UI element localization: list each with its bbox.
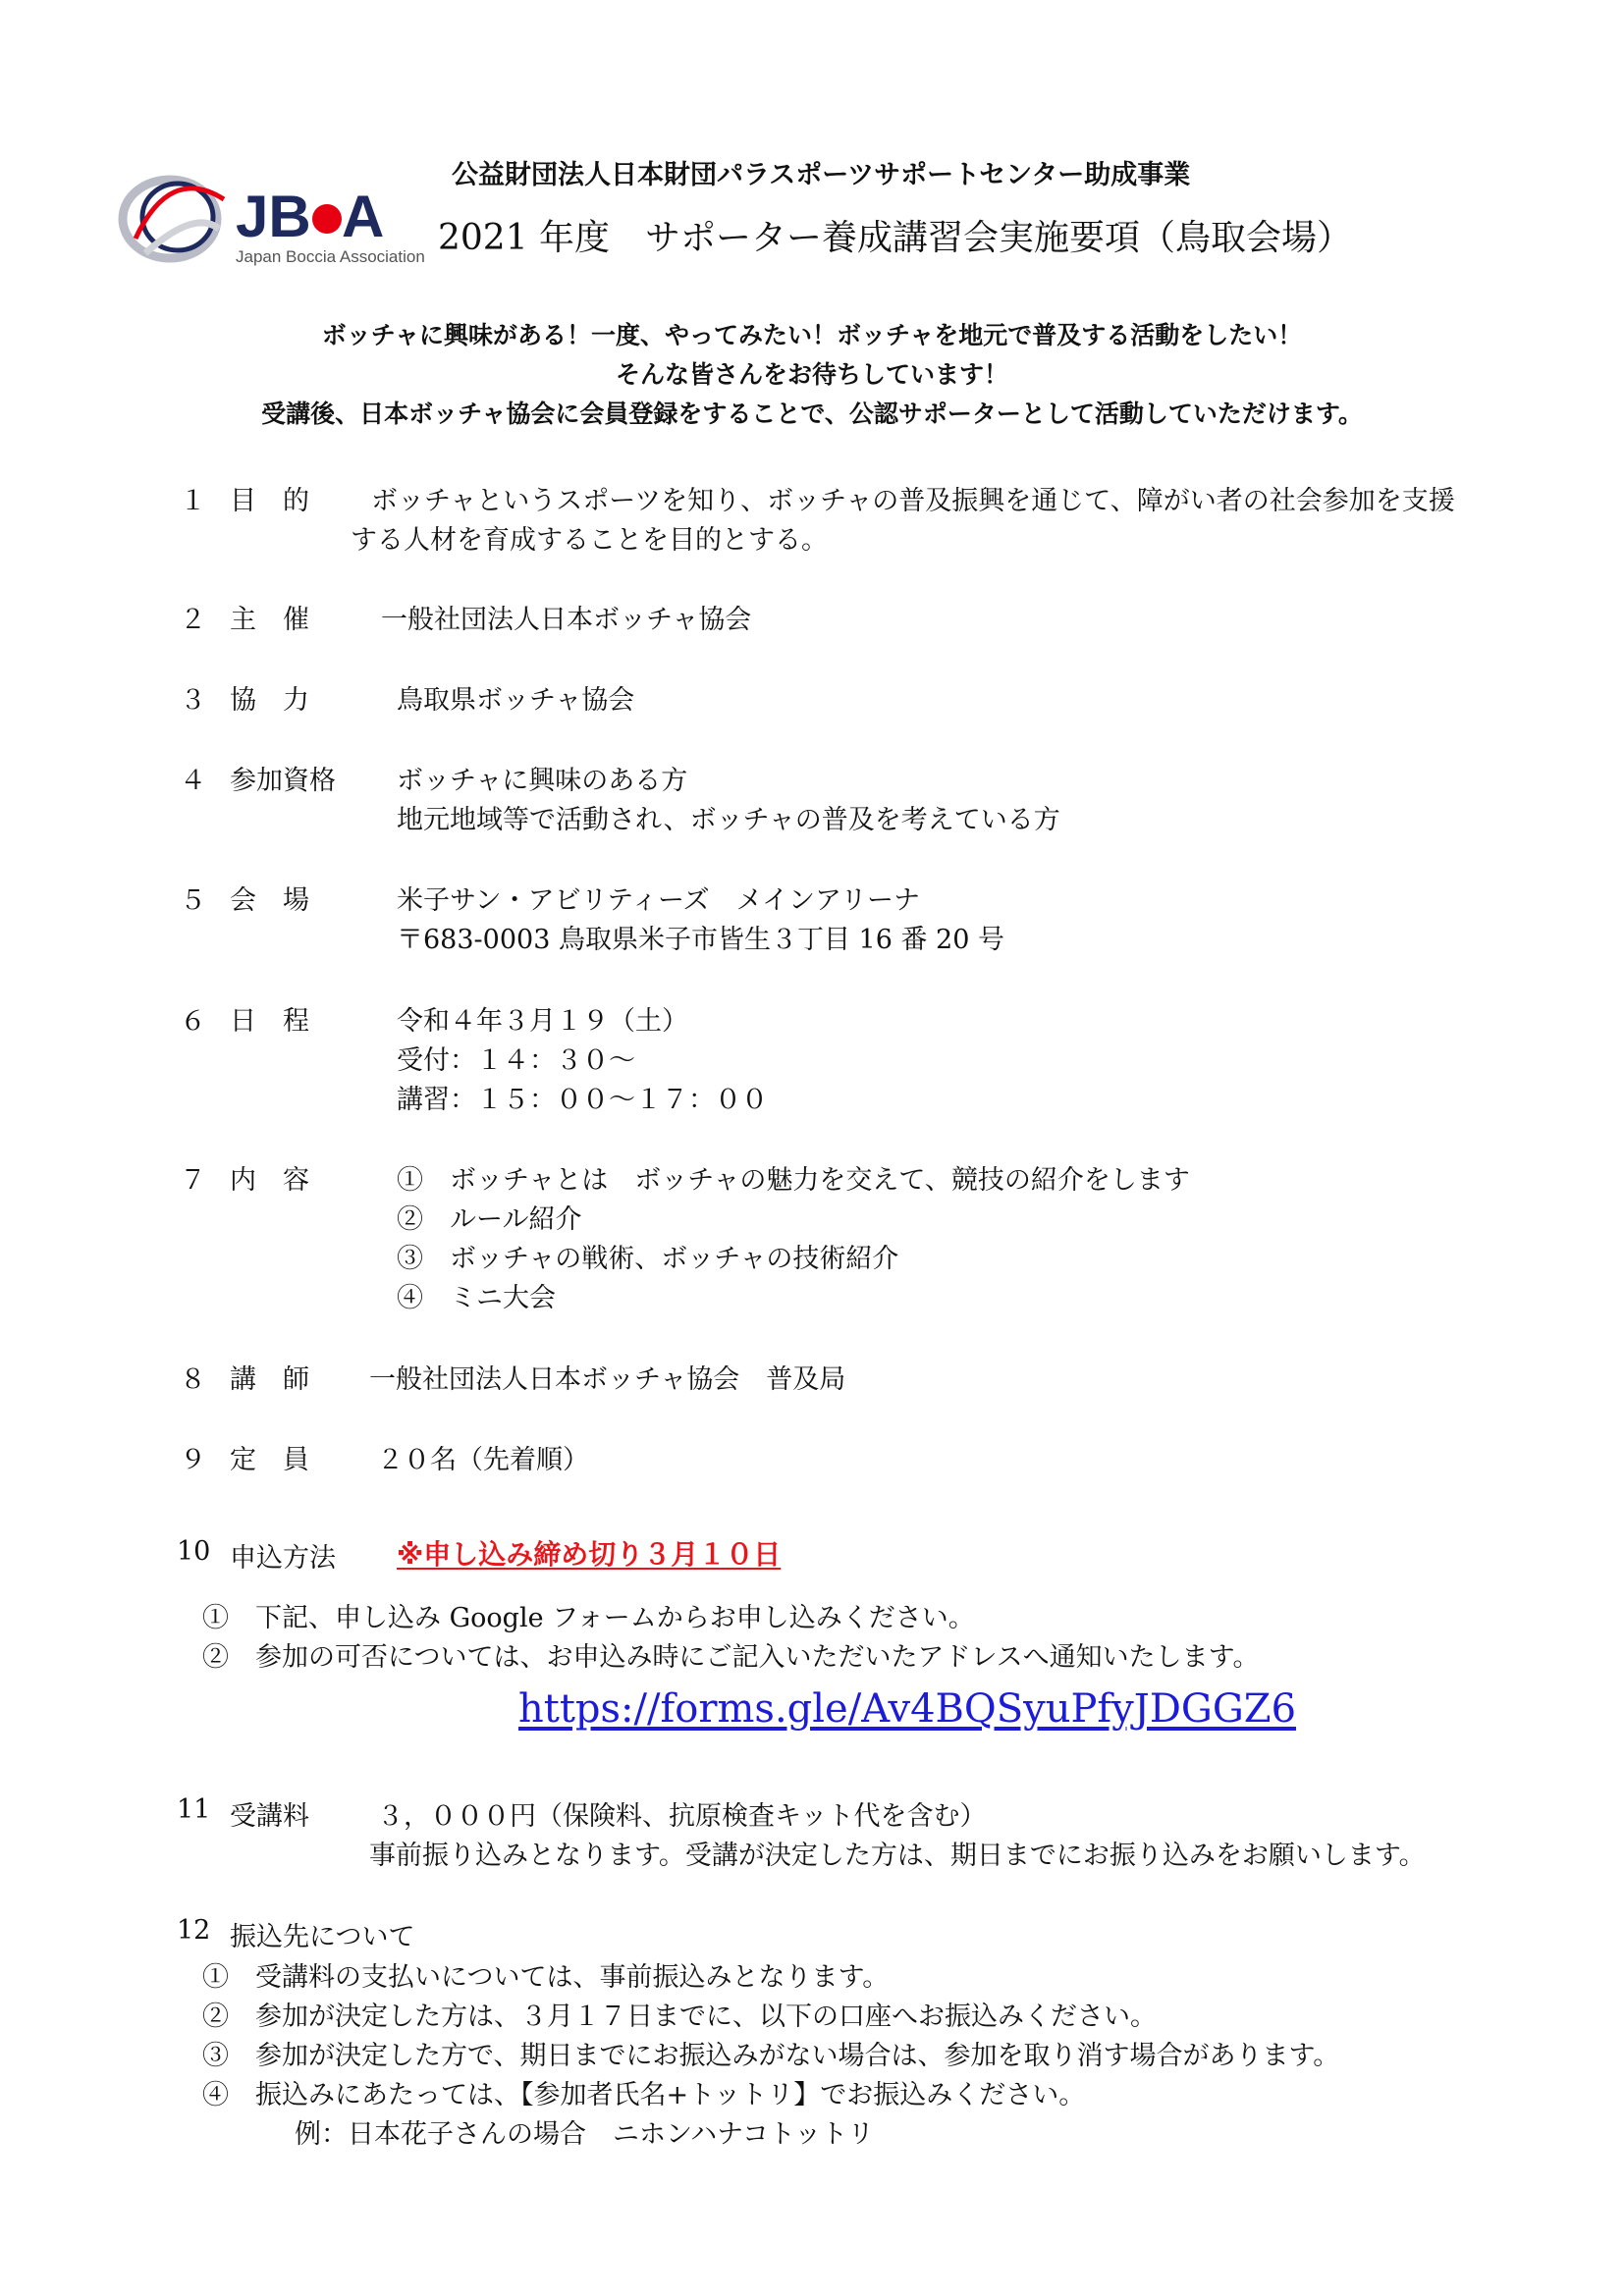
section-label-cooperation: 協 力 <box>230 685 309 716</box>
instructor-value: 一般社団法人日本ボッチャ協会 普及局 <box>369 1364 846 1395</box>
transfer-item: ④ 振込みにあたっては、【参加者氏名+トットリ】でお振込みください。 <box>202 2080 1086 2110</box>
section-number: ５ <box>180 885 206 916</box>
section-label-venue: 会 場 <box>230 885 309 916</box>
section-number: ８ <box>180 1364 206 1395</box>
section-number: 12 <box>177 1915 211 1946</box>
section-label-organizer: 主 催 <box>230 605 309 635</box>
fee-amount: ３，０００円（保険料、抗原検査キット代を含む） <box>377 1801 987 1832</box>
section-label-capacity: 定 員 <box>230 1445 309 1475</box>
section-label-application: 申込方法 <box>230 1543 336 1574</box>
schedule-date: 令和４年３月１９（土） <box>397 1006 688 1037</box>
section-number: ７ <box>180 1165 206 1196</box>
eligibility-line-1: ボッチャに興味のある方 <box>397 766 688 796</box>
eligibility-line-2: 地元地域等で活動され、ボッチャの普及を考えている方 <box>397 805 1060 835</box>
deadline-notice: ※申し込み締め切り３月１０日 <box>397 1538 782 1571</box>
content-item: ② ルール紹介 <box>397 1204 582 1235</box>
logo-subtext: Japan Boccia Association <box>236 247 425 266</box>
intro-line-1: ボッチャに興味がある！一度、やってみたい！ボッチャを地元で普及する活動をしたい！ <box>321 321 1303 349</box>
section-label-fee: 受講料 <box>230 1801 309 1832</box>
section-label-schedule: 日 程 <box>230 1006 309 1037</box>
section-label-instructor: 講 師 <box>230 1364 309 1395</box>
section-number: ４ <box>180 766 206 796</box>
section-label-transfer: 振込先について <box>230 1922 415 1952</box>
section-label-purpose: 目 的 <box>230 486 309 516</box>
application-item: ① 下記、申し込み Google フォームからお申し込みください。 <box>202 1603 975 1633</box>
logo-text: JB <box>236 184 311 249</box>
content-item: ④ ミニ大会 <box>397 1283 556 1313</box>
section-number: ９ <box>180 1445 206 1475</box>
section-number: １ <box>180 486 206 516</box>
intro-line-3: 受講後、日本ボッチャ協会に会員登録をすることで、公認サポーターとして活動していただけます。 <box>261 400 1363 428</box>
schedule-reception: 受付：１４：３０～ <box>397 1045 635 1076</box>
application-item: ② 参加の可否については、お申込み時にご記入いただいたアドレスへ通知いたします。 <box>202 1642 1260 1673</box>
subtitle: 公益財団法人日本財団パラスポーツサポートセンター助成事業 <box>452 160 1191 190</box>
content-item: ③ ボッチャの戦術、ボッチャの技術紹介 <box>397 1244 899 1274</box>
purpose-text: ボッチャというスポーツを知り、ボッチャの普及振興を通じて、障がい者の社会参加を支援 <box>371 486 1455 516</box>
transfer-item: ① 受講料の支払いについては、事前振込みとなります。 <box>202 1962 890 1993</box>
venue-address: 〒683-0003 鳥取県米子市皆生３丁目 16 番 20 号 <box>397 925 1004 955</box>
transfer-item: ② 参加が決定した方は、３月１７日までに、以下の口座へお振込みください。 <box>202 2002 1157 2032</box>
schedule-lecture: 講習：１５：００～１７：００ <box>397 1085 768 1115</box>
google-form-link[interactable]: https://forms.gle/Av4BQSyuPfyJDGGZ6 <box>518 1686 1297 1732</box>
transfer-example: 例：日本花子さんの場合 ニホンハナコトットリ <box>295 2119 875 2150</box>
section-number: 11 <box>177 1794 211 1825</box>
section-number: ３ <box>180 685 206 716</box>
section-number: ６ <box>180 1006 206 1037</box>
venue-name: 米子サン・アビリティーズ メインアリーナ <box>397 885 920 916</box>
cooperation-value: 鳥取県ボッチャ協会 <box>397 685 635 716</box>
content-item: ① ボッチャとは ボッチャの魅力を交えて、競技の紹介をします <box>397 1165 1190 1196</box>
jboa-logo <box>116 170 428 273</box>
fee-note: 事前振り込みとなります。受講が決定した方は、期日までにお振り込みをお願いします。 <box>369 1841 1426 1871</box>
page-title: 2021 年度 サポーター養成講習会実施要項（鳥取会場） <box>438 218 1353 258</box>
section-label-content: 内 容 <box>230 1165 309 1196</box>
svg-text:A: A <box>342 184 385 249</box>
capacity-value: ２０名（先着順） <box>377 1445 589 1475</box>
organizer-value: 一般社団法人日本ボッチャ協会 <box>381 605 752 635</box>
transfer-item: ③ 参加が決定した方で、期日までにお振込みがない場合は、参加を取り消す場合があります。 <box>202 2041 1340 2071</box>
section-number: 10 <box>177 1536 211 1567</box>
section-number: ２ <box>180 605 206 635</box>
purpose-text-cont: する人材を育成することを目的とする。 <box>351 525 828 556</box>
section-label-eligibility: 参加資格 <box>230 766 336 796</box>
intro-line-2: そんな皆さんをお待ちしています！ <box>615 360 1008 389</box>
